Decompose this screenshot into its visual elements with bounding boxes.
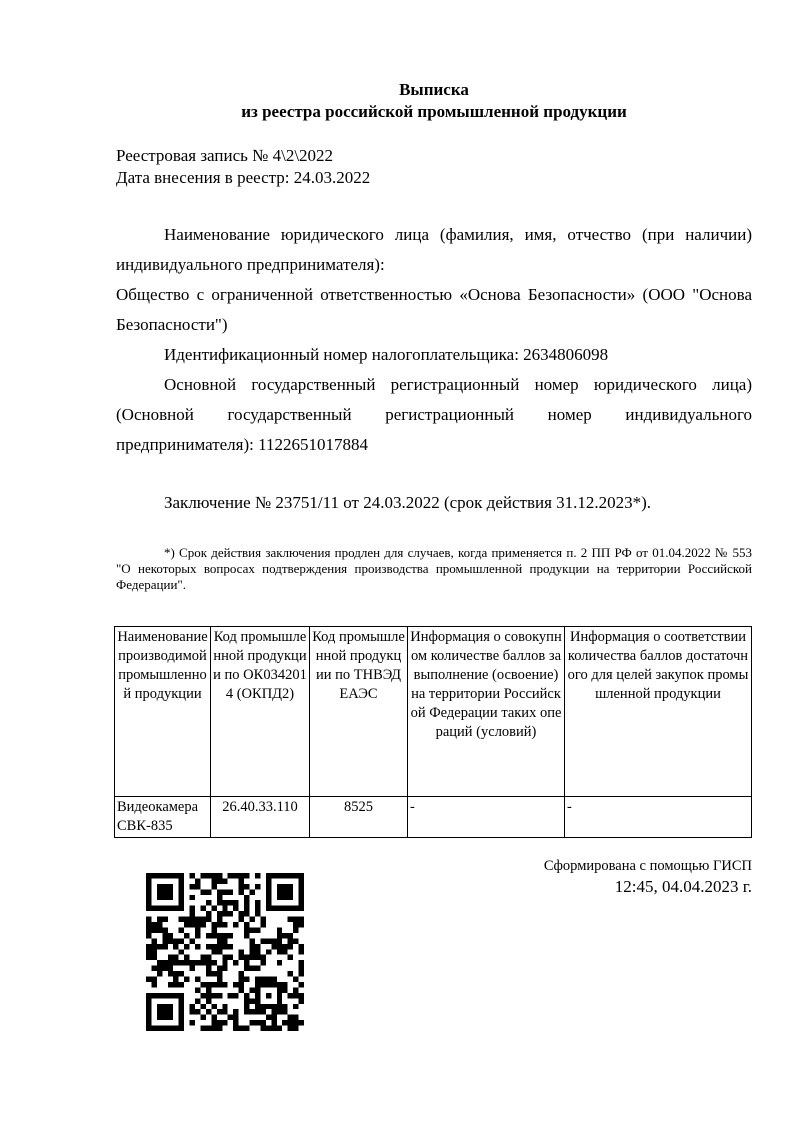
generated-at: 12:45, 04.04.2023 г.: [614, 877, 752, 896]
inn: Идентификационный номер налогоплательщика: 2634806098: [164, 345, 609, 364]
header-points-info: Информация о совокупном количестве баллов за выполнение (освоение) на территории Российской Федерации таких операций (условий): [408, 627, 565, 797]
product-table: [114, 626, 752, 838]
document-subtitle: из реестра российской промышленной продукции: [241, 102, 627, 121]
ogrn: Основной государственный регистрационный номер юридического лица) (Основной государственный регистрационный номер индивидуального предпринимателя): 1122651017884: [116, 375, 752, 454]
header-product-name: Наименование производимой промышленной продукции: [115, 627, 211, 797]
cell-compliance-info: -: [565, 797, 752, 838]
registry-entry: Реестровая запись № 4\2\2022: [116, 146, 334, 165]
footnote: *) Срок действия заключения продлен для случаев, когда применяется п. 2 ПП РФ от 01.04.2022 № 553 "О некоторых вопросах подтверждения производства промышленной продукции на территории Российской Федерации".: [116, 545, 752, 592]
qr-code-icon: [146, 873, 304, 1031]
cell-points-info: -: [408, 797, 565, 838]
header-okpd2-code: Код промышленной продукции по ОК0342014 (ОКПД2): [211, 627, 310, 797]
entry-date: Дата внесения в реестр: 24.03.2022: [116, 168, 371, 187]
entity-name: Общество с ограниченной ответственностью «Основа Безопасности» (ООО "Основа Безопасности"): [116, 285, 752, 334]
cell-tnved-code: 8525: [310, 797, 408, 838]
document-title: Выписка: [399, 80, 469, 99]
generated-by: Сформирована с помощью ГИСП: [543, 858, 752, 874]
cell-product-name: Видеокамера СВК-835: [115, 797, 211, 838]
conclusion: Заключение № 23751/11 от 24.03.2022 (срок действия 31.12.2023*).: [164, 493, 652, 512]
cell-okpd2-code: 26.40.33.110: [211, 797, 310, 838]
table-row: [115, 797, 752, 838]
header-compliance-info: Информация о соответствии количества баллов достаточного для целей закупок промышленной продукции: [565, 627, 752, 797]
entity-label: Наименование юридического лица (фамилия, имя, отчество (при наличии) индивидуального предпринимателя):: [116, 225, 752, 274]
header-tnved-code: Код промышленной продукции по ТНВЭДЕАЭС: [310, 627, 408, 797]
table-header-row: [115, 627, 752, 797]
